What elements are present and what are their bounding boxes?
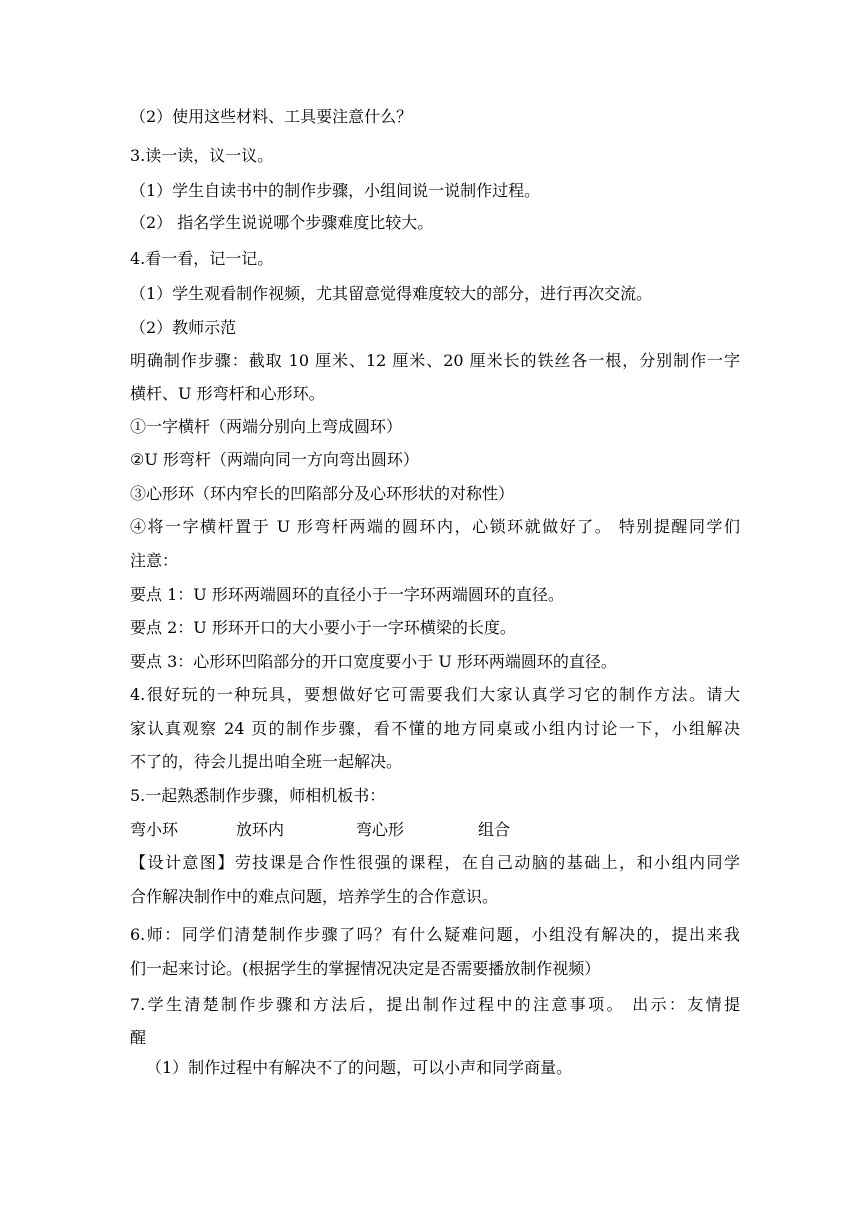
step-4-item-2: （2）教师示范	[130, 318, 237, 337]
key-point-3: 要点 3：心形环凹陷部分的开口宽度要小于 U 形环两端圆环的直径。	[130, 652, 617, 671]
toy-paragraph-line-2: 家认真观察 24 页的制作步骤，看不懂的地方同桌或小组内讨论一下，小组解决	[130, 719, 740, 738]
board-step-1: 弯小环	[130, 820, 179, 839]
design-intent-line-2: 合作解决制作中的难点问题，培养学生的合作意识。	[130, 887, 499, 906]
toy-paragraph-line-3: 不了的，待会儿提出咱全班一起解决。	[130, 752, 403, 771]
board-step-3: 弯心形	[356, 820, 405, 839]
step-4-heading: 4.看一看，记一记。	[130, 249, 274, 268]
step-7-line-1: 7.学生清楚制作步骤和方法后，提出制作过程中的注意事项。 出示：友情提	[130, 995, 740, 1014]
step-6-line-2: 们一起来讨论。(根据学生的掌握情况决定是否需要播放制作视频）	[130, 959, 601, 978]
design-intent-line-1: 【设计意图】劳技课是合作性很强的课程，在自己动脑的基础上，和小组内同学	[130, 853, 740, 872]
step-7-line-2: 醒	[130, 1028, 147, 1047]
board-steps	[130, 819, 740, 841]
key-point-2: 要点 2：U 形环开口的大小要小于一字环横梁的长度。	[130, 618, 516, 637]
step-4-item-1: （1）学生观看制作视频，尤其留意觉得难度较大的部分，进行再次交流。	[130, 284, 653, 303]
board-step-2: 放环内	[236, 820, 285, 839]
part-3-heart-ring: ③心形环（环内窄长的凹陷部分及心环形状的对称性）	[130, 484, 515, 503]
materials-caution-question: （2）使用这些材料、工具要注意什么？	[130, 107, 413, 126]
part-2-u-bar: ②U 形弯杆（两端向同一方向弯出圆环）	[130, 450, 419, 469]
part-4-assembly-line-1: ④将一字横杆置于 U 形弯杆两端的圆环内，心锁环就做好了。 特别提醒同学们	[130, 517, 740, 536]
key-point-1: 要点 1：U 形环两端圆环的直径小于一字环两端圆环的直径。	[130, 585, 564, 604]
step-3-item-1: （1）学生自读书中的制作步骤，小组间说一说制作过程。	[130, 181, 541, 200]
board-step-4: 组合	[478, 820, 511, 839]
friendly-reminder-item-1: （1）制作过程中有解决不了的问题，可以小声和同学商量。	[146, 1058, 573, 1077]
step-3-heading: 3.读一读，议一议。	[130, 146, 274, 165]
step-5-heading: 5.一起熟悉制作步骤，师相机板书：	[130, 786, 386, 805]
step-3-item-2: （2） 指名学生说说哪个步骤难度比较大。	[130, 213, 434, 232]
procedure-paragraph-line-1: 明确制作步骤：截取 10 厘米、12 厘米、20 厘米长的铁丝各一根，分别制作一字	[130, 351, 740, 370]
part-1-horizontal-bar: ①一字横杆（两端分别向上弯成圆环）	[130, 417, 403, 436]
toy-paragraph-line-1: 4.很好玩的一种玩具，要想做好它可需要我们大家认真学习它的制作方法。请大	[130, 685, 740, 704]
step-6-line-1: 6.师：同学们清楚制作步骤了吗？有什么疑难问题，小组没有解决的，提出来我	[130, 925, 740, 944]
procedure-paragraph-line-2: 横杆、U 形弯杆和心形环。	[130, 384, 325, 403]
part-4-assembly-line-2: 注意：	[130, 551, 179, 570]
